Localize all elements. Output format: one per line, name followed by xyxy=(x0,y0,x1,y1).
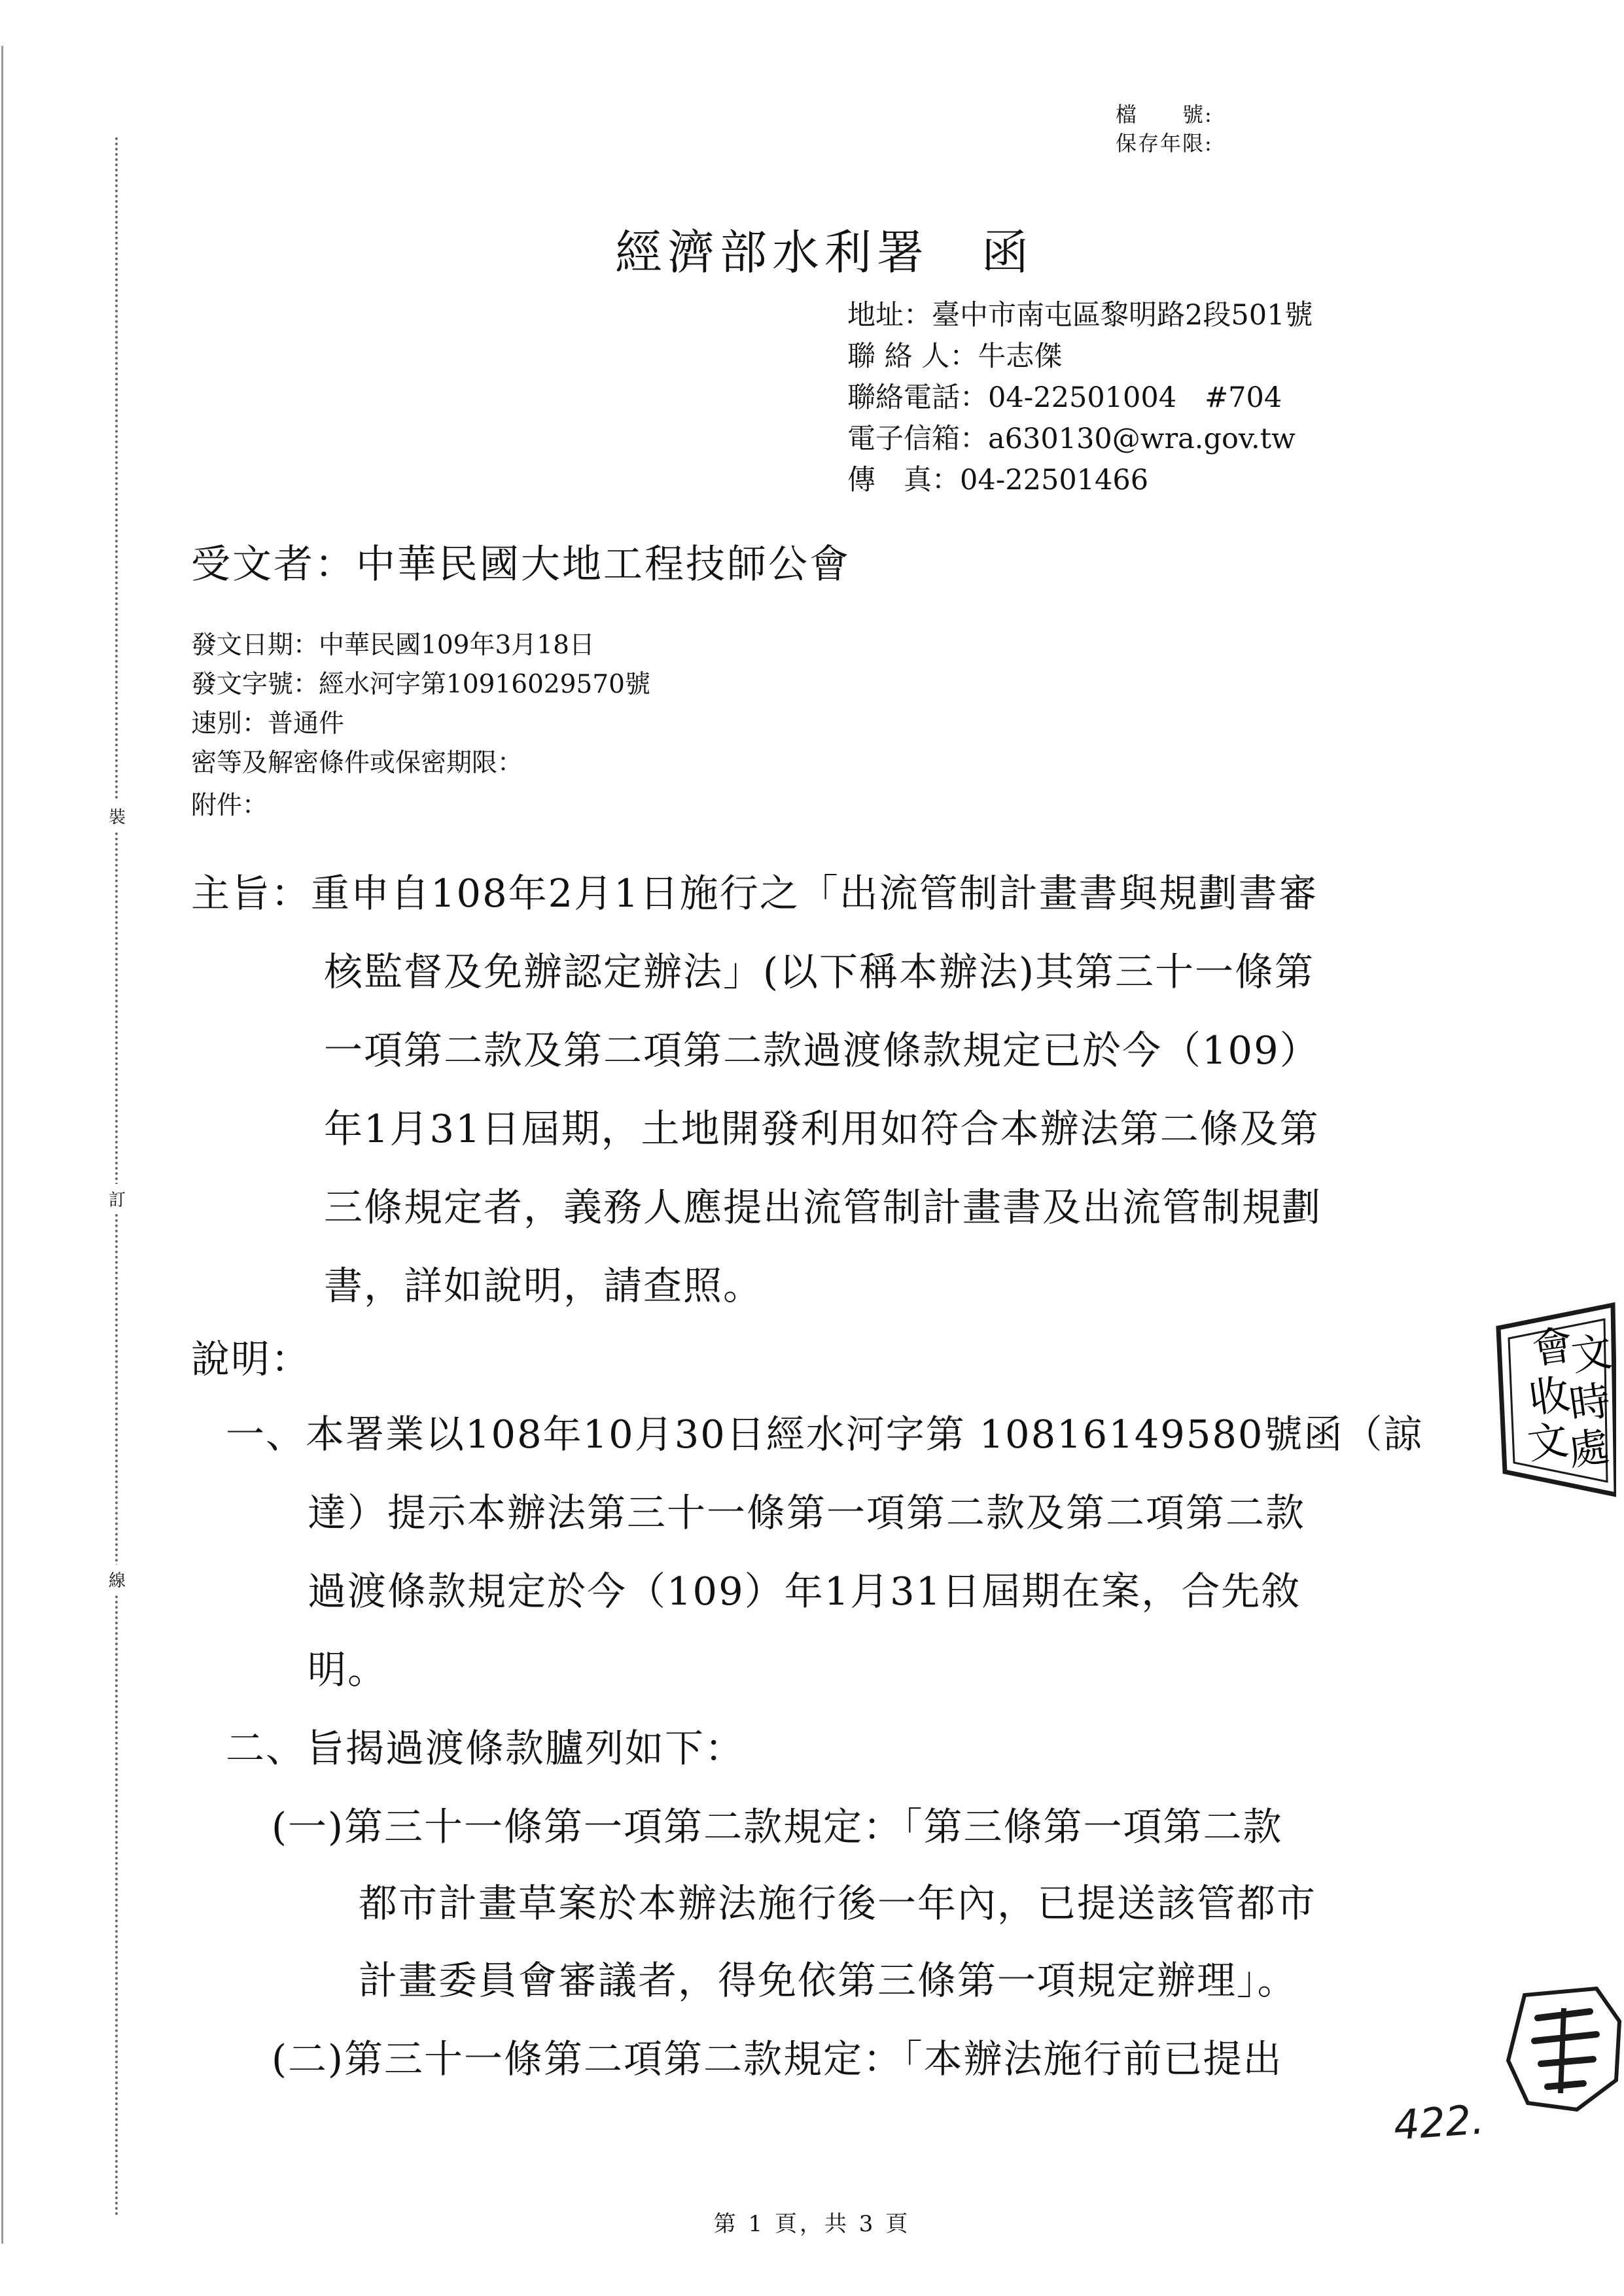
explanation-item-heading: 二、旨揭過渡條款臚列如下： xyxy=(226,1726,745,1771)
explanation-item-line: 達）提示本辦法第三十一條第一項第二款及第二項第二款 xyxy=(308,1490,1306,1535)
explanation-item-line: 一、本署業以108年10月30日經水河字第 10816149580號函（諒 xyxy=(226,1412,1424,1457)
contact-fax: 傳 真：04-22501466 xyxy=(847,464,1149,496)
document-number: 發文字號：經水河字第10916029570號 xyxy=(191,670,650,699)
document-title: 經濟部水利署 函 xyxy=(615,225,1034,280)
subject-line: 書，詳如說明，請查照。 xyxy=(324,1263,764,1308)
subject-line: 年1月31日屆期，土地開發利用如符合本辦法第二條及第 xyxy=(324,1106,1320,1151)
page-number: 第 1 頁，共 3 頁 xyxy=(713,2211,911,2237)
explanation-heading: 說明： xyxy=(191,1336,311,1382)
retention-period-label: 保存年限: xyxy=(1116,131,1213,156)
binding-dotted-line xyxy=(115,137,118,2218)
issue-date: 發文日期：中華民國109年3月18日 xyxy=(191,631,595,660)
file-number-label: 檔 號: xyxy=(1116,102,1213,127)
stamp-char: 文 xyxy=(1524,1415,1572,1469)
binding-mark-stitch: 訂 xyxy=(109,1184,126,1213)
sub-item-line: (一)第三十一條第一項第二款規定：「第三條第一項第二款 xyxy=(272,1804,1283,1849)
delivery-speed: 速別：普通件 xyxy=(191,709,345,739)
sub-item-line: (二)第三十一條第二項第二款規定：「本辦法施行前已提出 xyxy=(272,2036,1283,2081)
binding-mark-line: 線 xyxy=(109,1565,126,1594)
contact-phone: 聯絡電話：04-22501004 #704 xyxy=(847,381,1282,414)
receipt-stamp-icon xyxy=(1485,1302,1616,1498)
subject-line: 主旨：重申自108年2月1日施行之「出流管制計畫書與規劃書審 xyxy=(191,871,1318,916)
sub-item-line: 計畫委員會審議者，得免依第三條第一項規定辦理」。 xyxy=(359,1958,1297,2003)
subject-line: 三條規定者，義務人應提出流管制計畫書及出流管制規劃 xyxy=(324,1185,1322,1230)
stamp-char: 會 xyxy=(1528,1320,1576,1374)
attachments: 附件： xyxy=(191,791,268,820)
binding-mark-bind: 裝 xyxy=(109,801,126,831)
explanation-item-line: 明。 xyxy=(308,1647,388,1692)
scan-edge xyxy=(1,46,3,2244)
contact-person: 聯 絡 人：牛志傑 xyxy=(847,340,1063,373)
handwritten-page-count: 422. xyxy=(1392,2095,1486,2149)
subject-line: 核監督及免辦認定辦法」(以下稱本辦法)其第三十一條第 xyxy=(324,949,1315,994)
partial-seal-icon xyxy=(1498,1982,1623,2113)
security-level: 密等及解密條件或保密期限： xyxy=(191,748,523,778)
subject-line: 一項第二款及第二項第二款過渡條款規定已於今（109） xyxy=(324,1028,1320,1073)
stamp-char: 時 xyxy=(1566,1376,1614,1429)
recipient: 受文者：中華民國大地工程技師公會 xyxy=(191,542,851,587)
explanation-item-line: 過渡條款規定於今（109）年1月31日屆期在案，合先敘 xyxy=(308,1569,1301,1614)
contact-address: 地址：臺中市南屯區黎明路2段501號 xyxy=(847,299,1313,332)
contact-email: 電子信箱：a630130@wra.gov.tw xyxy=(847,423,1296,455)
sub-item-line: 都市計畫草案於本辦法施行後一年內，已提送該管都市 xyxy=(359,1881,1317,1926)
stamp-char: 文 xyxy=(1568,1327,1615,1380)
stamp-char: 處 xyxy=(1564,1421,1612,1475)
stamp-char: 收 xyxy=(1525,1369,1573,1423)
